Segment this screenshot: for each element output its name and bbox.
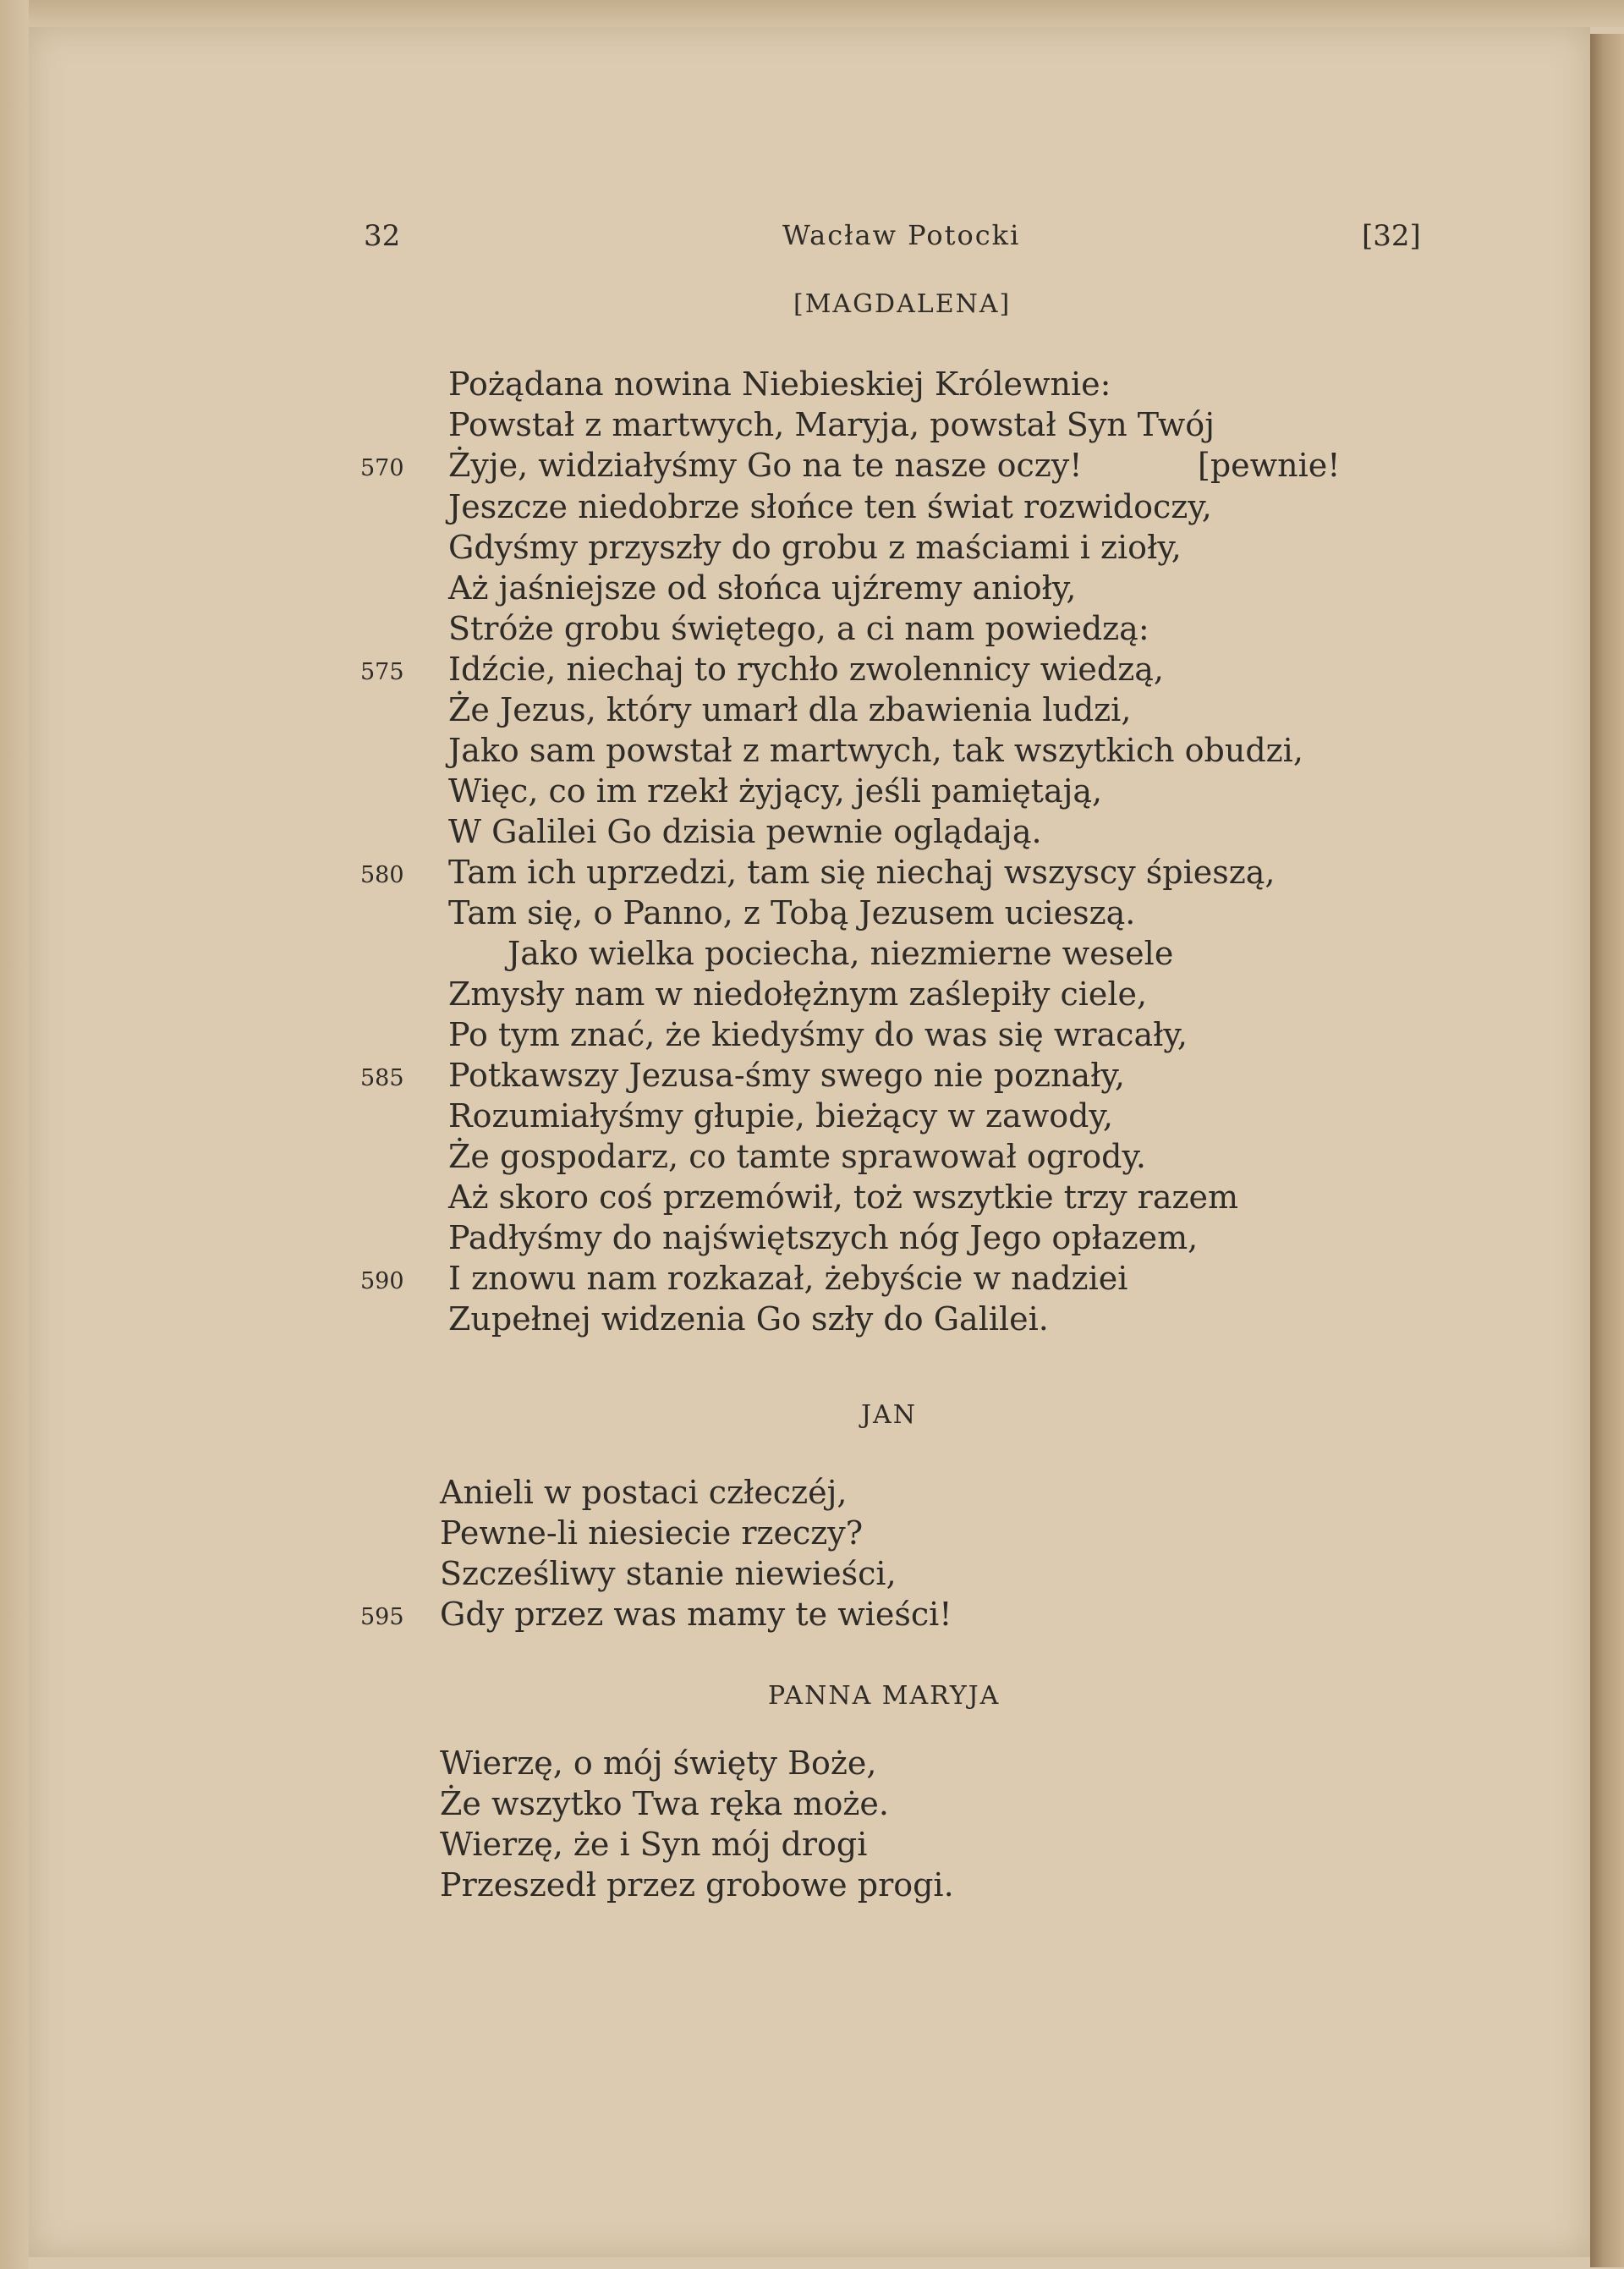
line-number: 575 <box>360 659 404 685</box>
verse-line: Jako wielka pociecha, niezmierne wesele <box>508 935 1174 972</box>
verse-line: Że wszytko Twa ręka może. <box>440 1785 889 1822</box>
line-number: 595 <box>360 1604 404 1630</box>
verse-line: Rozumiałyśmy głupie, bieżący w zawody, <box>448 1097 1113 1134</box>
speaker-heading-magdalena: [MAGDALENA] <box>793 289 1012 319</box>
verse-line: Anieli w postaci człeczéj, <box>440 1474 848 1511</box>
line-number: 585 <box>360 1065 404 1091</box>
line-number: 590 <box>360 1268 404 1294</box>
verse-line: Gdyśmy przyszły do grobu z maściami i zioły, <box>448 529 1182 566</box>
verse-line: Żyje, widziałyśmy Go na te nasze oczy! <box>448 447 1083 484</box>
verse-line: Że Jezus, który umarł dla zbawienia ludzi, <box>448 691 1132 728</box>
verse-line: Gdy przez was mamy te wieści! <box>440 1596 952 1633</box>
speaker-heading-panna-maryja: PANNA MARYJA <box>768 1681 1001 1711</box>
page-number: 32 <box>364 219 401 253</box>
verse-line: Pożądana nowina Niebieskiej Królewnie: <box>448 365 1111 403</box>
running-title: Wacław Potocki <box>782 219 1021 251</box>
speaker-heading-jan: JAN <box>861 1400 917 1430</box>
verse-line: Aż jaśniejsze od słońca ujźremy anioły, <box>448 569 1077 607</box>
verse-line: Tam ich uprzedzi, tam się niechaj wszyscy śpieszą, <box>448 854 1276 891</box>
verse-line: Że gospodarz, co tamte sprawował ogrody. <box>448 1138 1146 1175</box>
line-number: 570 <box>360 455 404 481</box>
verse-line: Po tym znać, że kiedyśmy do was się wracały, <box>448 1016 1188 1053</box>
turnover-word: [pewnie! <box>1198 447 1341 484</box>
verse-line: Przeszedł przez grobowe progi. <box>440 1866 954 1904</box>
line-number: 580 <box>360 862 404 888</box>
verse-line: Tam się, o Panno, z Tobą Jezusem ucieszą. <box>448 894 1136 931</box>
verse-line: Idźcie, niechaj to rychło zwolennicy wiedzą, <box>448 651 1164 688</box>
verse-line: Jeszcze niedobrze słońce ten świat rozwidoczy, <box>448 488 1212 525</box>
verse-line: W Galilei Go dzisia pewnie oglądają. <box>448 813 1042 850</box>
verse-line: I znowu nam rozkazał, żebyście w nadziei <box>448 1260 1128 1297</box>
verse-line: Wierzę, że i Syn mój drogi <box>440 1826 868 1863</box>
verse-line: Wierzę, o mój święty Boże, <box>440 1744 877 1782</box>
verse-line: Jako sam powstał z martwych, tak wszytkich obudzi, <box>448 732 1303 769</box>
page-edge-left <box>0 0 29 2269</box>
page-edge-top <box>0 0 1624 27</box>
verse-line: Potkawszy Jezusa-śmy swego nie poznały, <box>448 1057 1125 1094</box>
verse-line: Zupełnej widzenia Go szły do Galilei. <box>448 1300 1049 1338</box>
verse-line: Pewne-li niesiecie rzeczy? <box>440 1514 864 1552</box>
page-edge-right <box>1590 34 1624 2267</box>
verse-line: Zmysły nam w niedołężnym zaślepiły ciele, <box>448 975 1148 1013</box>
verse-line: Szcześliwy stanie niewieści, <box>440 1555 897 1592</box>
verse-line: Stróże grobu świętego, a ci nam powiedzą: <box>448 610 1149 647</box>
verse-line: Więc, co im rzekł żyjący, jeśli pamiętają, <box>448 772 1103 810</box>
verse-line: Padłyśmy do najświętszych nóg Jego opłazem, <box>448 1219 1199 1256</box>
verse-line: Aż skoro coś przemówił, toż wszytkie trzy razem <box>448 1178 1239 1216</box>
verse-line: Powstał z martwych, Maryja, powstał Syn Twój <box>448 406 1215 443</box>
bracket-page-number: [32] <box>1362 219 1421 253</box>
